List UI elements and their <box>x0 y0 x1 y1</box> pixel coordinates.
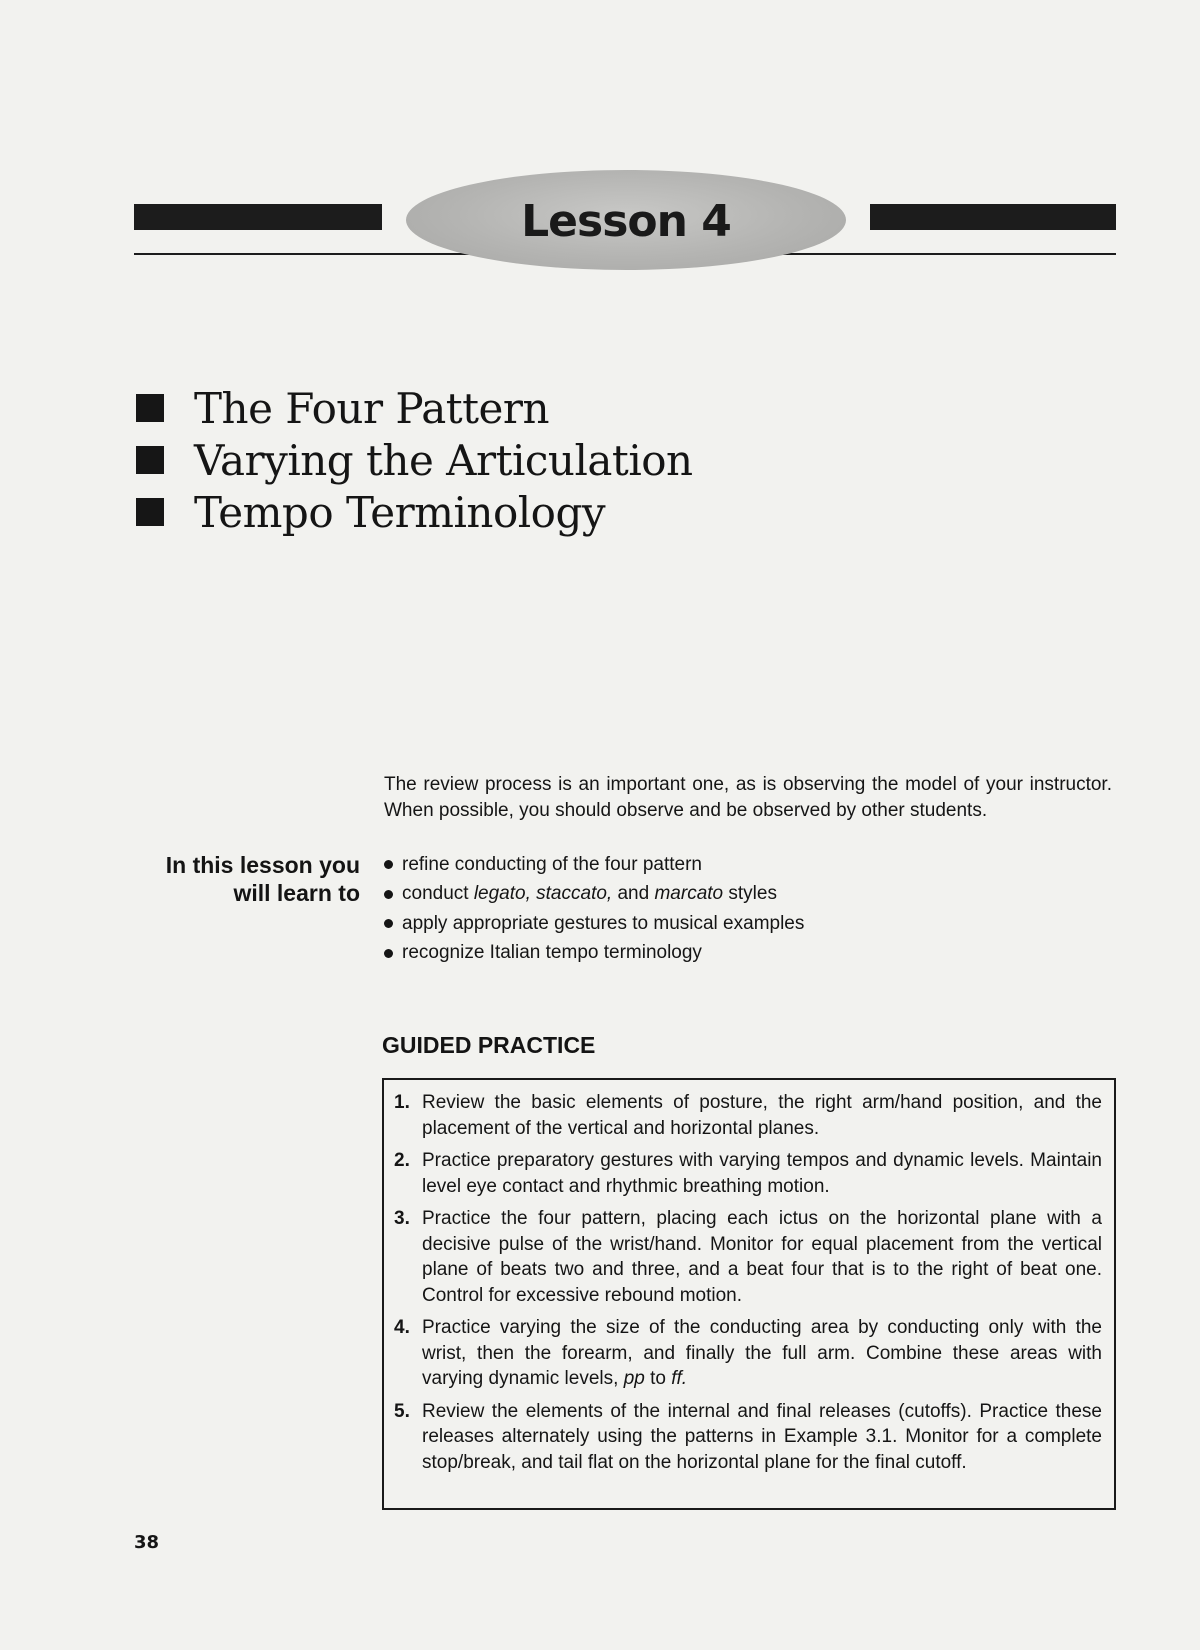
practice-item <box>392 1090 1102 1141</box>
topic-label: Varying the Articulation <box>194 435 693 485</box>
term-staccato: staccato, <box>536 883 613 905</box>
practice-item-text-before: Practice varying the size of the conducting area by conducting only with the wrist, then the forearm, and finally the full arm. Combine these areas with varying dynamic levels, <box>422 1317 1102 1389</box>
practice-item <box>392 1399 1102 1476</box>
square-bullet-icon <box>136 446 164 474</box>
practice-item-number: 5. <box>394 1400 410 1422</box>
term-legato: legato, <box>473 883 531 905</box>
practice-item <box>392 1148 1102 1199</box>
objective-text <box>402 883 777 905</box>
objectives-label <box>130 851 360 907</box>
objective-text: refine conducting of the four pattern <box>402 853 702 875</box>
bullet-dot-icon <box>384 860 393 869</box>
topic-list <box>136 382 693 538</box>
practice-item-text-mid: to <box>644 1368 672 1389</box>
term-pp: pp <box>623 1368 645 1389</box>
intro-paragraph: The review process is an important one, as is observing the model of your instructor. When possible, you should observe and be observed by other students. <box>384 774 1112 821</box>
objectives-list <box>384 850 804 968</box>
topic-item <box>136 486 693 538</box>
practice-item-number: 2. <box>394 1150 410 1171</box>
guided-practice-heading: GUIDED PRACTICE <box>382 1032 596 1058</box>
objective-item <box>384 850 804 880</box>
practice-item-text: Practice the four pattern, placing each ictus on the horizontal plane with a decisive pulse of the wrist/hand. Monitor for equal placement from the vertical plane of beats two and three, and a beat four that is to the right of beat one. Control for excessive rebound motion. <box>422 1208 1102 1306</box>
practice-item-text: Review the elements of the internal and final releases (cutoffs). Practice these releases alternately using the patterns in Example 3.1. Monitor for a complete stop/break, and tail flat on the horizontal plane for the final cutoff. <box>422 1400 1102 1473</box>
guided-practice-box <box>382 1078 1116 1510</box>
header-bar-right <box>870 204 1116 230</box>
practice-item-number: 4. <box>394 1317 410 1338</box>
practice-item-text: Review the basic elements of posture, the right arm/hand position, and the placement of the vertical and horizontal planes. <box>422 1092 1102 1139</box>
objectives-label-line: In this lesson you <box>165 852 360 878</box>
term-ff: ff. <box>671 1368 688 1389</box>
objectives-label-line: will learn to <box>233 880 360 906</box>
objective-text: recognize Italian tempo terminology <box>402 942 702 964</box>
practice-item-number: 3. <box>394 1208 410 1229</box>
square-bullet-icon <box>136 498 164 526</box>
objective-item <box>384 880 804 910</box>
topic-item <box>136 434 693 486</box>
practice-item-text: Practice preparatory gestures with varying tempos and dynamic levels. Maintain level eye contact and rhythmic breathing motion. <box>422 1150 1102 1197</box>
objective-item <box>384 939 804 969</box>
practice-item <box>392 1315 1102 1392</box>
lesson-title: Lesson 4 <box>521 195 731 247</box>
practice-item-number: 1. <box>394 1092 410 1113</box>
topic-label: The Four Pattern <box>194 383 550 433</box>
square-bullet-icon <box>136 394 164 422</box>
page-number: 38 <box>134 1532 160 1553</box>
topic-item <box>136 382 693 434</box>
bullet-dot-icon <box>384 890 393 899</box>
objective-text-sep: and <box>612 883 655 905</box>
header-bar-left <box>134 204 382 230</box>
term-marcato: marcato <box>654 883 724 905</box>
objective-text-prefix: conduct <box>402 883 474 905</box>
topic-label: Tempo Terminology <box>194 487 606 537</box>
bullet-dot-icon <box>384 949 393 958</box>
practice-item <box>392 1206 1102 1308</box>
lesson-title-oval <box>406 170 846 270</box>
objective-text-suffix: styles <box>723 883 777 905</box>
bullet-dot-icon <box>384 919 393 928</box>
practice-item-text <box>422 1315 1102 1392</box>
objective-item <box>384 909 804 939</box>
objective-text: apply appropriate gestures to musical examples <box>402 912 805 934</box>
